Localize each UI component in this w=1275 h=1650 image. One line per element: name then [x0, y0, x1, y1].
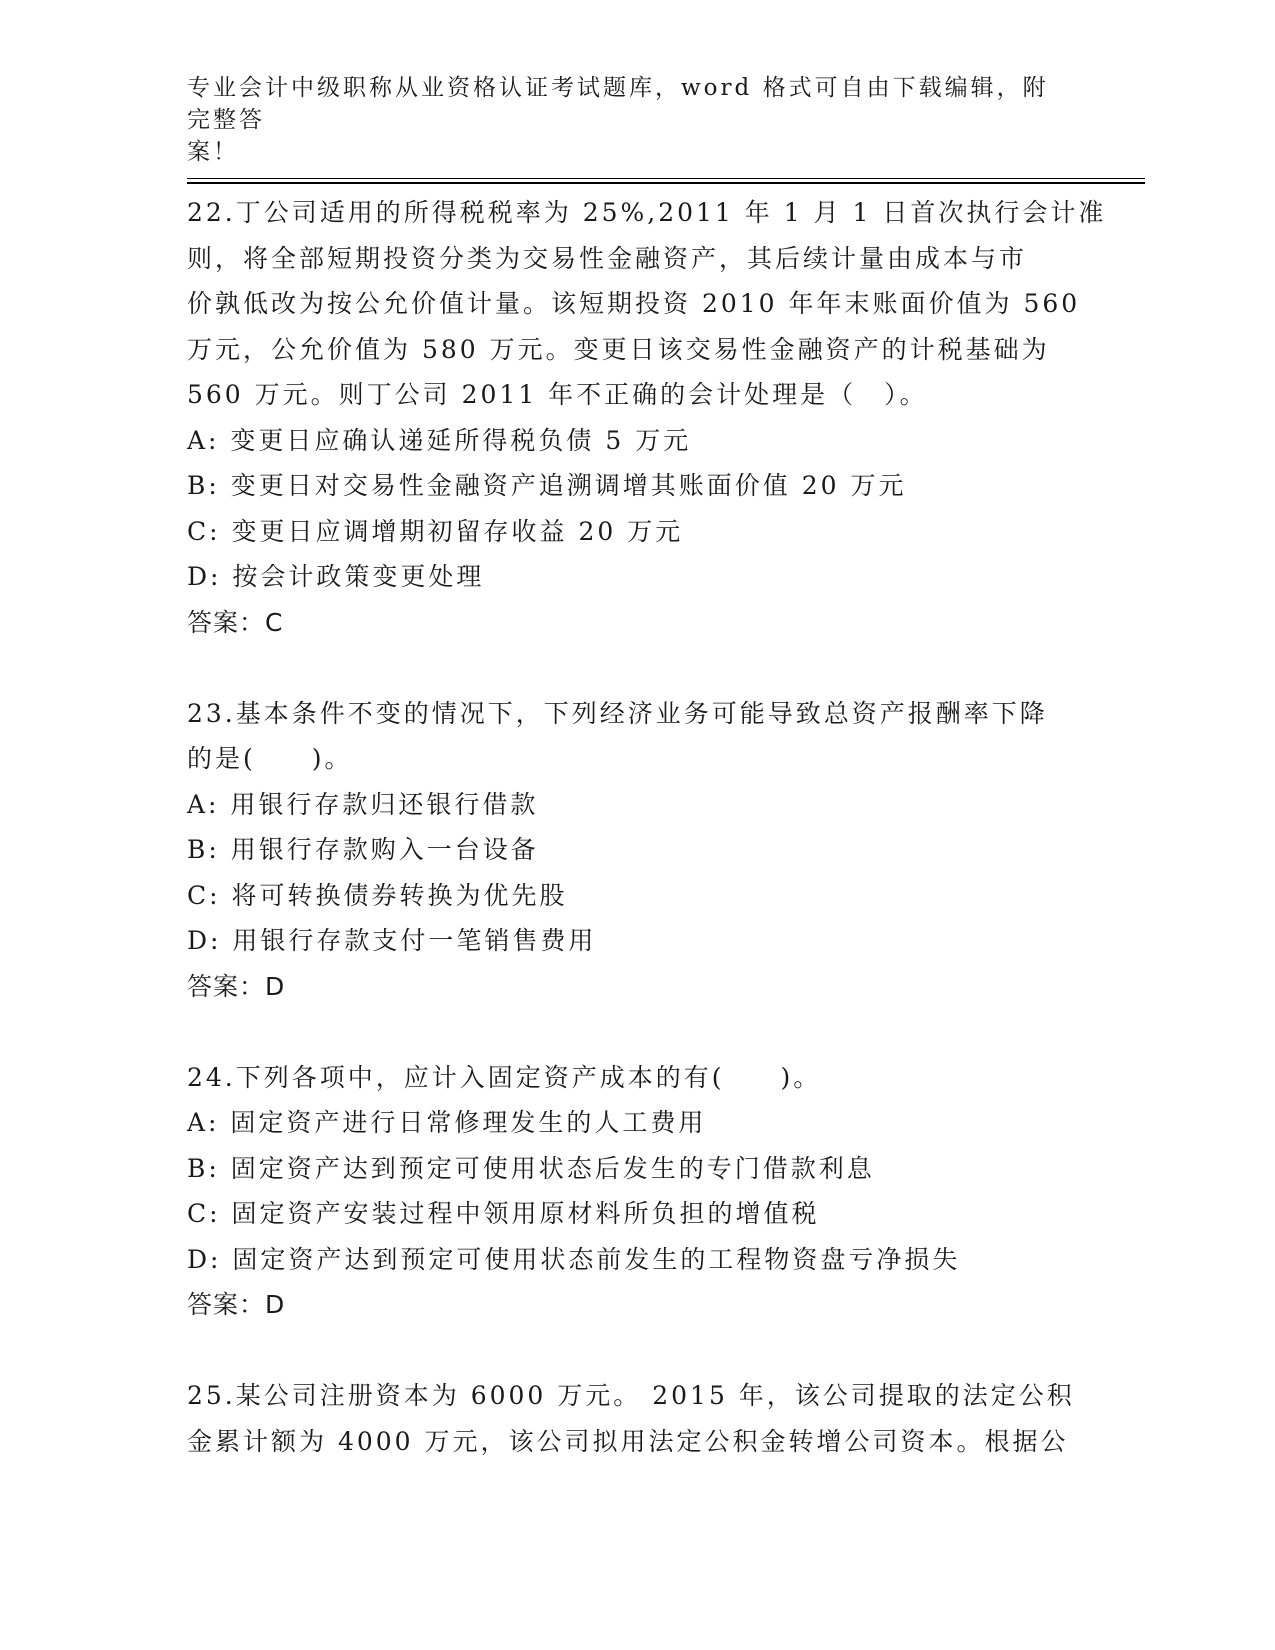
- question-stem-line: 23.基本条件不变的情况下，下列经济业务可能导致总资产报酬率下降: [187, 698, 1048, 728]
- question-stem-line: 的是( )。: [187, 744, 353, 773]
- option-b: B: 固定资产达到预定可使用状态后发生的专门借款利息: [187, 1153, 875, 1183]
- question-24: [187, 1055, 1087, 1328]
- answer-line: 答案：C: [187, 607, 284, 637]
- option-a: A: 变更日应确认递延所得税负债 5 万元: [187, 425, 692, 455]
- question-stem-line: 22.丁公司适用的所得税税率为 25%,2011 年 1 月 1 日首次执行会计准: [187, 198, 1107, 227]
- option-c: C: 变更日应调增期初留存收益 20 万元: [187, 516, 684, 546]
- option-c: C: 将可转换债券转换为优先股: [187, 880, 568, 910]
- question-stem-line: 则，将全部短期投资分类为交易性金融资产，其后续计量由成本与市: [187, 243, 1028, 273]
- option-c: C: 固定资产安装过程中领用原材料所负担的增值税: [187, 1199, 820, 1228]
- option-d: D: 按会计政策变更处理: [187, 562, 485, 591]
- option-b: B: 变更日对交易性金融资产追溯调增其账面价值 20 万元: [187, 471, 907, 500]
- header-line-2: 案！: [187, 139, 239, 165]
- header-divider-thin: [187, 178, 1145, 179]
- question-stem-line: 金累计额为 4000 万元，该公司拟用法定公积金转增公司资本。根据公: [187, 1426, 1069, 1456]
- option-b: B: 用银行存款购入一台设备: [187, 835, 539, 864]
- page-header: [187, 72, 1067, 168]
- question-spacer: [187, 1328, 1087, 1374]
- question-stem-line: 万元，公允价值为 580 万元。变更日该交易性金融资产的计税基础为: [187, 334, 1050, 364]
- question-23: [187, 691, 1087, 1010]
- question-spacer: [187, 1009, 1087, 1055]
- question-22: [187, 190, 1107, 645]
- option-a: A: 用银行存款归还银行借款: [187, 789, 539, 819]
- header-divider-thick: [187, 182, 1145, 184]
- question-list: [187, 190, 1107, 1464]
- option-a: A: 固定资产进行日常修理发生的人工费用: [187, 1108, 707, 1137]
- question-stem-line: 价孰低改为按公允价值计量。该短期投资 2010 年年末账面价值为 560: [187, 289, 1081, 318]
- option-d: D: 固定资产达到预定可使用状态前发生的工程物资盘亏净损失: [187, 1244, 961, 1274]
- answer-line: 答案：D: [187, 1290, 286, 1319]
- question-stem-line: 25.某公司注册资本为 6000 万元。 2015 年，该公司提取的法定公积: [187, 1381, 1075, 1410]
- question-25: [187, 1373, 1087, 1464]
- question-stem-line: 560 万元。则丁公司 2011 年不正确的会计处理是（ ）。: [187, 380, 928, 409]
- question-stem-line: 24.下列各项中，应计入固定资产成本的有( )。: [187, 1062, 822, 1092]
- question-spacer: [187, 645, 1087, 691]
- option-d: D: 用银行存款支付一笔销售费用: [187, 926, 597, 955]
- answer-line: 答案：D: [187, 971, 286, 1001]
- header-line-1: 专业会计中级职称从业资格认证考试题库，word 格式可自由下载编辑，附完整答: [187, 75, 1049, 133]
